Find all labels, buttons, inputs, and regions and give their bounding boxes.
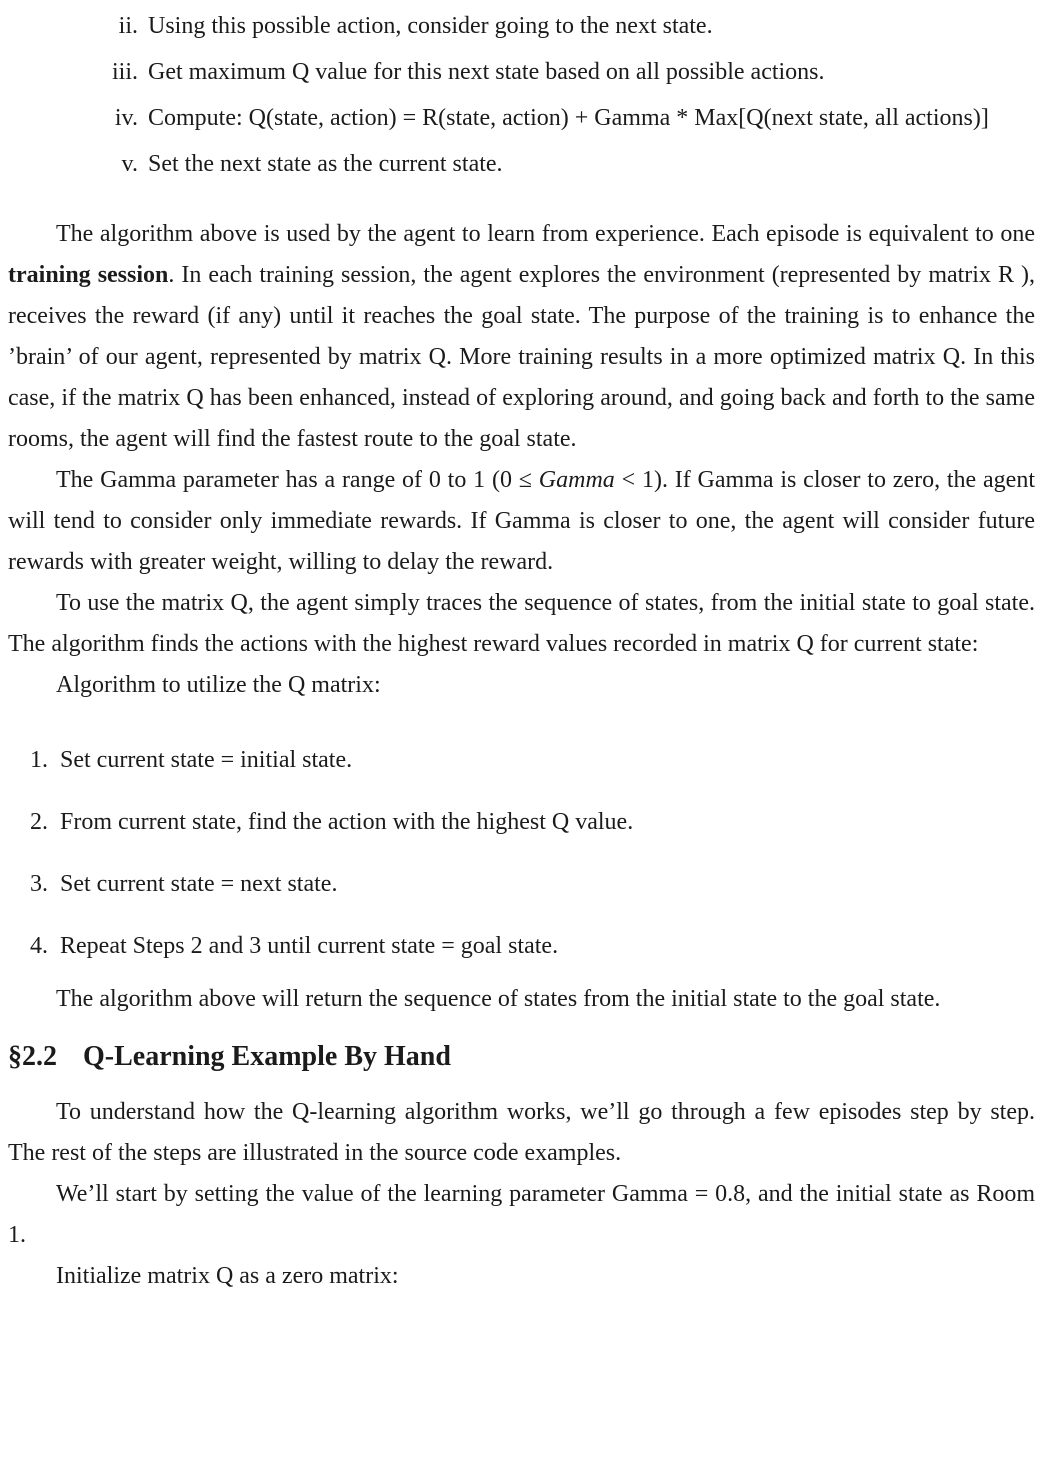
list-marker: 2. <box>30 809 48 835</box>
numbered-list <box>8 740 1035 967</box>
roman-list <box>8 6 1035 185</box>
roman-list-item <box>8 6 1035 47</box>
para-algorithm-result: The algorithm above will return the sequence of states from the initial state to the goal state. <box>56 986 941 1012</box>
section-number: §2.2 <box>8 1041 57 1072</box>
italic-gamma: Gamma <box>538 467 615 493</box>
section-title: Q-Learning Example By Hand <box>83 1041 451 1072</box>
bold-training-session: training session <box>8 262 169 288</box>
roman-list-item <box>8 52 1035 93</box>
list-marker: 1. <box>30 747 48 773</box>
para-gamma-range <box>8 460 1035 583</box>
list-item-text: Compute: Q(state, action) = R(state, action) + Gamma * Max[Q(next state, all actions)] <box>148 105 989 131</box>
section-heading <box>8 1040 1035 1074</box>
list-item-text: Using this possible action, consider going to the next state. <box>148 13 713 39</box>
list-marker: 3. <box>30 871 48 897</box>
list-item-text: Set current state = initial state. <box>60 747 353 773</box>
para-initialize-q: Initialize matrix Q as a zero matrix: <box>56 1263 399 1289</box>
list-item-text: Get maximum Q value for this next state based on all possible actions. <box>148 59 825 85</box>
para-matrix-usage: To use the matrix Q, the agent simply traces the sequence of states, from the initial state to goal state. The algorithm finds the actions with the highest reward values recorded in matrix Q for current state: <box>8 590 1035 657</box>
numbered-list-item <box>8 926 1035 967</box>
list-marker: ii. <box>118 13 138 39</box>
para-text: < 1). If Gamma is closer to zero, the agent will tend to consider only immediate rewards. If Gamma is closer to one, the agent will consider future rewards with greater weight, willing to delay the reward. <box>8 467 1035 575</box>
list-marker: v. <box>121 151 138 177</box>
numbered-list-item <box>8 740 1035 781</box>
para-text: The Gamma parameter has a range of 0 to 1 (0 ≤ <box>56 467 539 493</box>
para-text: The algorithm above is used by the agent to learn from experience. Each episode is equivalent to one <box>56 221 1035 247</box>
list-marker: iv. <box>114 105 138 131</box>
list-item-text: From current state, find the action with the highest Q value. <box>60 809 634 835</box>
list-item-text: Set current state = next state. <box>60 871 338 897</box>
para-text: . In each training session, the agent explores the environment (represented by matrix R ), receives the reward (if any) until it reaches the goal state. The purpose of the training is to enhance the ’brain’ of our agent, represented by matrix Q. More training results in a more optimized matrix Q. In this case, if the matrix Q has been enhanced, instead of exploring around, and going back and forth to the same rooms, the agent will find the fastest route to the goal state. <box>8 262 1035 452</box>
para-algorithm-usage <box>8 214 1035 460</box>
para-utilize-intro: Algorithm to utilize the Q matrix: <box>56 672 381 698</box>
roman-list-item <box>8 98 1035 139</box>
list-item-text: Set the next state as the current state. <box>148 151 503 177</box>
list-marker: 4. <box>30 933 48 959</box>
para-gamma-setting: We’ll start by setting the value of the learning parameter Gamma = 0.8, and the initial state as Room 1. <box>8 1181 1035 1248</box>
numbered-list-item <box>8 802 1035 843</box>
list-item-text: Repeat Steps 2 and 3 until current state = goal state. <box>60 933 559 959</box>
roman-list-item <box>8 144 1035 185</box>
document-page <box>8 6 1035 1297</box>
para-example-intro: To understand how the Q-learning algorithm works, we’ll go through a few episodes step by step. The rest of the steps are illustrated in the source code examples. <box>8 1099 1035 1166</box>
list-marker: iii. <box>111 59 138 85</box>
numbered-list-item <box>8 864 1035 905</box>
